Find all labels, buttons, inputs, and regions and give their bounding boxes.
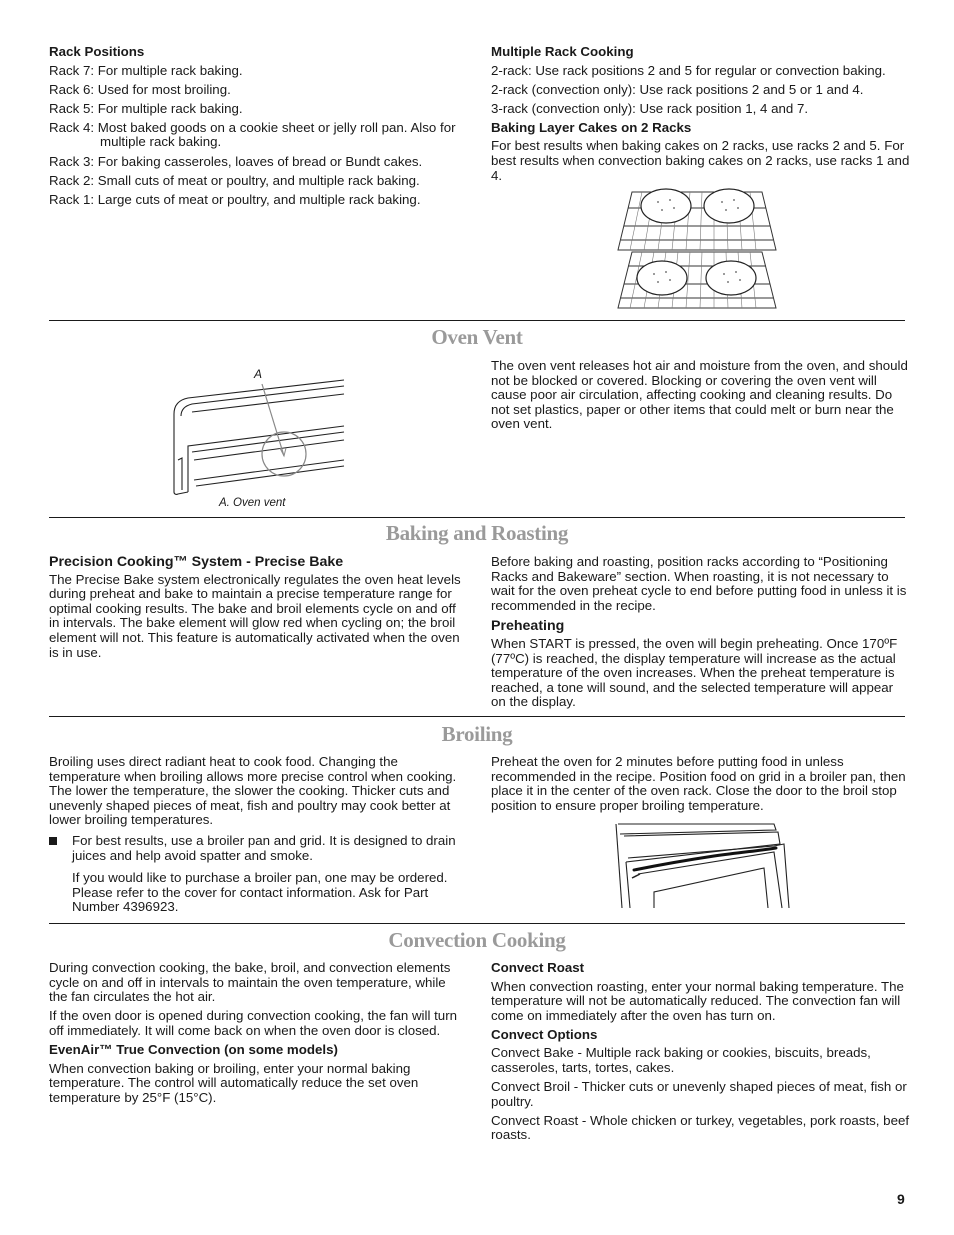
multiple-rack-item: 2-rack: Use rack positions 2 and 5 for regular or convection baking. [491,62,886,78]
convection-left [49,961,464,1110]
callout-label-a: A [254,367,263,381]
broiling-preheat-text: Preheat the oven for 2 minutes before putting food in unless recommended in the recipe. Position food on grid in a broiler pan, then place it in the center of the oven rack. Close the door to the broil stop position to ensure proper broiling temperature. [491,754,906,813]
convect-option: Convect Bake - Multiple rack baking or cookies, biscuits, breads, casseroles, tarts, tortes, cakes. [491,1045,871,1076]
evenair-text: When convection baking or broiling, enter your normal baking temperature. The control will automatically reduce the set oven temperature by 25°F (15°C). [49,1060,419,1105]
broiling-right [491,755,911,818]
baking-roasting-title: Baking and Roasting [385,521,569,545]
multiple-rack-heading: Multiple Rack Cooking [491,44,634,59]
rack-item: Rack 4: Most baked goods on a cookie sheet or jelly roll pan. Also for multiple rack baking. [49,119,456,150]
two-rack-cakes-illustration [614,188,780,310]
broil-door-illustration [614,822,790,910]
multiple-rack-item: 2-rack (convection only): Use rack positions 2 and 5 or 1 and 4. [491,81,864,97]
evenair-heading: EvenAir™ True Convection (on some models) [49,1041,338,1057]
oven-vent-text-block [491,359,911,436]
section-divider [49,923,905,924]
preheating-text: When START is pressed, the oven will begin preheating. Once 170ºF (77ºC) is reached, the display temperature will increase as the actual temperature of the oven increases. When the preheat temperature is reached, a tone will sound, and the selected temperature will appear on the display. [491,635,898,710]
rack-item: Rack 2: Small cuts of meat or poultry, and multiple rack baking. [49,172,420,188]
rack-positions-section [49,45,464,212]
convection-right [491,961,911,1148]
broiling-intro: Broiling uses direct radiant heat to cook food. Changing the temperature when broiling allows more precise control when cooking. The lower the temperature, the slower the cooking. Thicker cuts and unevenly shaped pieces of meat, fish and poultry may cook better at lower broiling temperatures. [49,754,457,828]
rack-item: Rack 6: Used for most broiling. [49,81,231,97]
rack-item: Rack 3: For baking casseroles, loaves of bread or Bundt cakes. [49,153,423,169]
convect-roast-heading: Convect Roast [491,960,585,975]
broiler-pan-bullet-text: For best results, use a broiler pan and grid. It is designed to drain juices and help avoid spatter and smoke. [72,832,456,863]
oven-vent-title: Oven Vent [431,325,523,349]
layer-cakes-text: For best results when baking cakes on 2 racks, use racks 2 and 5. For best results when convection baking cakes on 2 racks, use racks 1 and 4. [491,138,910,183]
precise-bake-heading: Precision Cooking™ System - Precise Bake [49,554,344,570]
section-divider [49,716,905,717]
convection-door-text: If the oven door is opened during convection cooking, the fan will turn off immediately. It will come back on when the oven door is closed. [49,1008,458,1038]
convect-options-heading: Convect Options [491,1026,598,1042]
multiple-rack-section [491,45,911,188]
oven-vent-illustration [166,364,348,496]
preheating-heading: Preheating [491,618,565,635]
precise-bake-text: The Precise Bake system electronically regulates the oven heat levels during preheat and bake to maintain a precise temperature range for optimal cooking results. The bake and broil elements cycle on and off in intervals. The bake element will glow red when cycling on; the broil element will not. This feature is automatically activated when the oven is in use. [49,571,461,660]
bullet-square-icon [49,837,57,845]
broiler-pan-note: If you would like to purchase a broiler pan, one may be ordered. Please refer to the cover for contact information. Ask for Part Number 4396923. [72,870,448,915]
convect-option: Convect Broil - Thicker cuts or unevenly shaped pieces of meat, fish or poultry. [491,1079,907,1109]
multiple-rack-item: 3-rack (convection only): Use rack position 1, 4 and 7. [491,100,809,116]
before-baking-text: Before baking and roasting, position racks according to “Positioning Racks and Bakeware” section. When roasting, it is not necessary to wait for the oven preheat cycle to end before putting food in unless it is recommended in the recipe. [491,554,907,613]
oven-vent-caption: A. Oven vent [219,497,286,509]
rack-positions-heading: Rack Positions [49,44,145,59]
precise-bake-section [49,555,464,665]
layer-cakes-heading: Baking Layer Cakes on 2 Racks [491,119,692,135]
convect-option: Convect Roast - Whole chicken or turkey, vegetables, pork roasts, beef roasts. [491,1112,910,1143]
convection-title: Convection Cooking [388,928,566,952]
rack-item: Rack 7: For multiple rack baking. [49,62,243,78]
convect-roast-text: When convection roasting, enter your normal baking temperature. The temperature will not be automatically reduced. The convection fan will come on immediately after the oven has turn on. [491,978,904,1023]
rack-item: Rack 1: Large cuts of meat or poultry, and multiple rack baking. [49,191,421,207]
page-number: 9 [897,1191,905,1207]
baking-roasting-right [491,555,911,714]
broiling-left [49,755,464,919]
rack-item: Rack 5: For multiple rack baking. [49,100,243,116]
broiler-pan-bullet [49,834,464,863]
section-divider [49,517,905,518]
oven-vent-text: The oven vent releases hot air and moisture from the oven, and should not be blocked or covered. Blocking or covering the oven vent will cause poor air circulation, affecting cooking and cleaning results. Do not set plastics, paper or other items that could melt or burn near the oven vent. [491,358,908,432]
broiling-title: Broiling [441,722,513,746]
convection-intro: During convection cooking, the bake, broil, and convection elements cycle on and off in intervals to maintain the oven temperature, while the fan circulates the hot air. [49,960,451,1005]
section-divider [49,320,905,321]
